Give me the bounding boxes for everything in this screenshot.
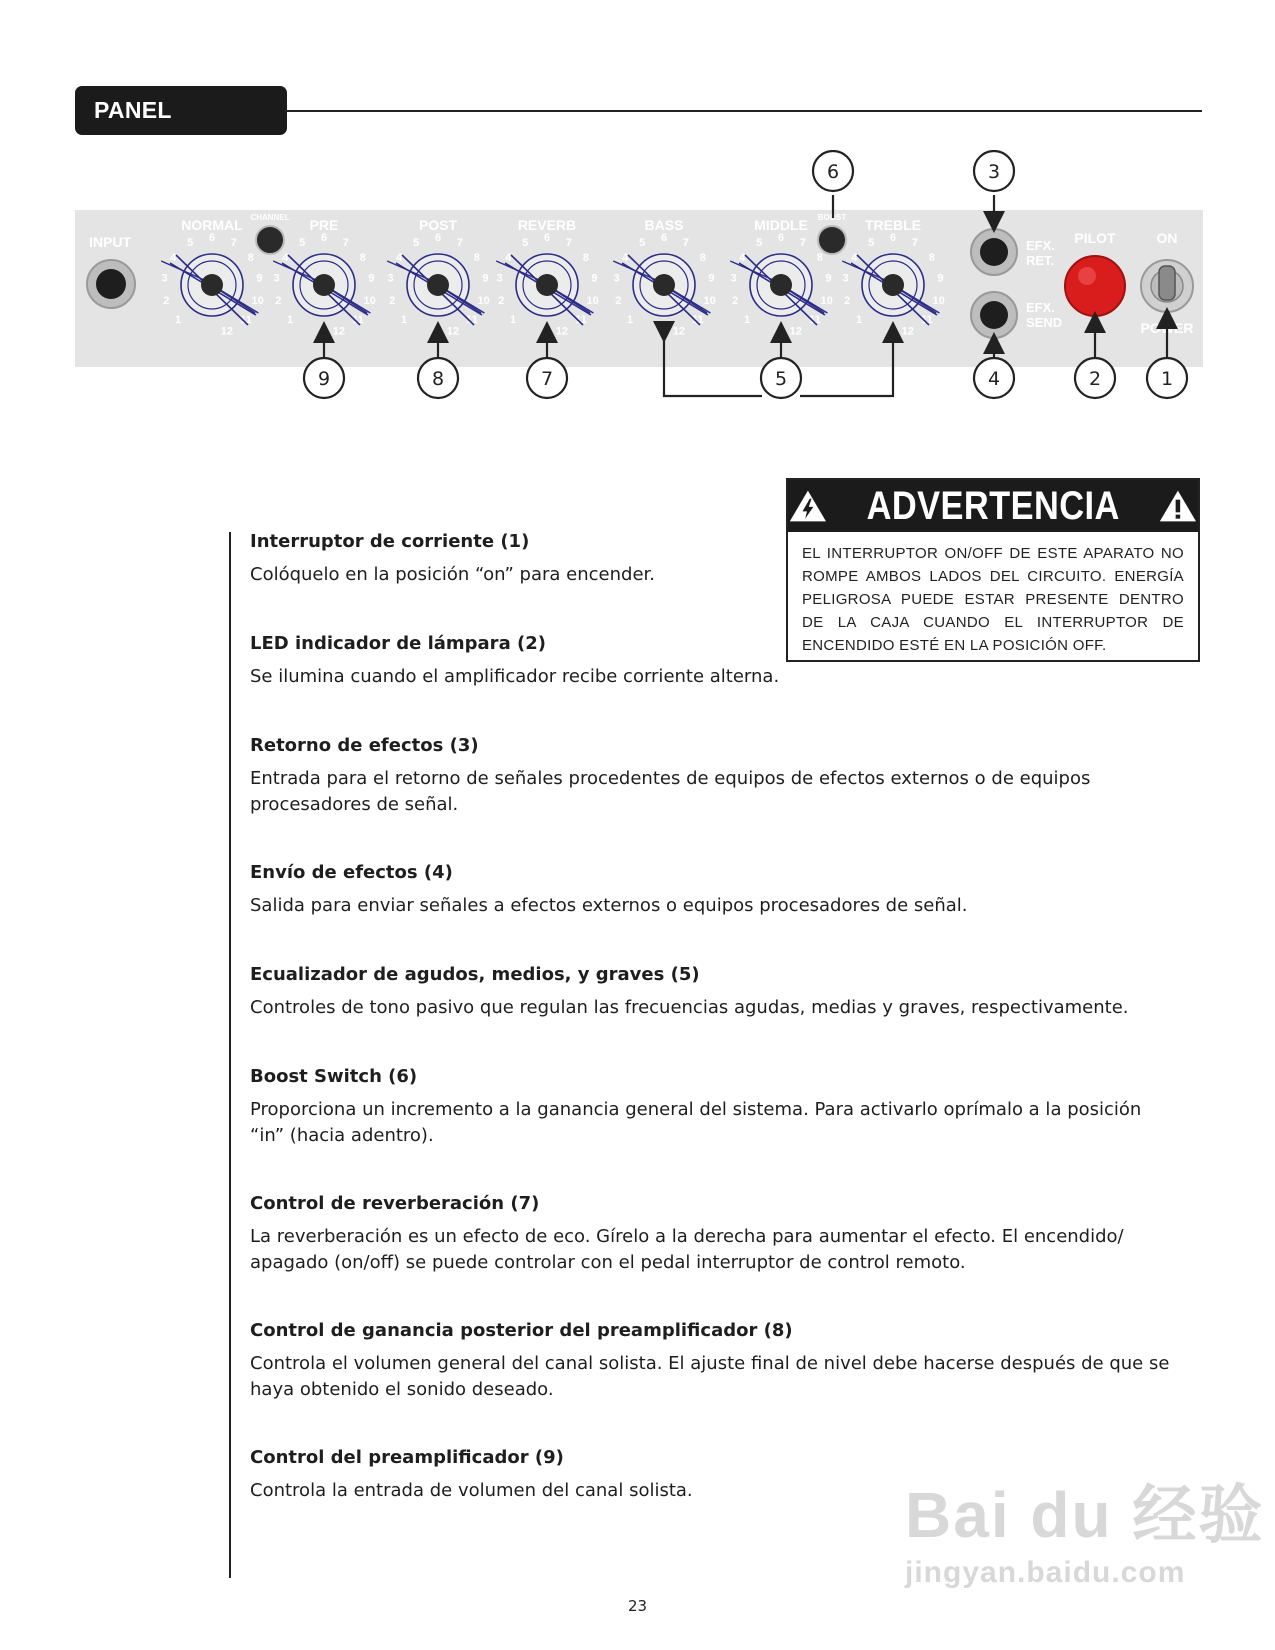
callout-marker-8: [418, 358, 458, 398]
callout-marker-4: [974, 358, 1014, 398]
entry-body: La reverberación es un efecto de eco. Gírelo a la derecha para aumentar el efecto. El encendido/ apagado (on/off) se puede controlar con el pedal interruptor de control remoto.: [250, 1226, 1124, 1273]
dial-number: 3: [842, 272, 849, 285]
dial-number: 10: [703, 294, 716, 307]
knob-label: MIDDLE: [754, 217, 808, 233]
dial-number: 12: [555, 325, 568, 338]
entry-body: Salida para enviar señales a efectos externos o equipos procesadores de señal.: [250, 895, 968, 916]
entry-title: Control de reverberación (7): [250, 1193, 540, 1214]
dial-number: 10: [363, 294, 376, 307]
dial-number: 4: [739, 251, 746, 264]
dial-number: 12: [332, 325, 345, 338]
callout-marker-3: [974, 151, 1014, 191]
dial-number: 9: [591, 272, 598, 285]
knob-label: BASS: [644, 217, 684, 233]
entry-title: LED indicador de lámpara (2): [250, 633, 546, 654]
callout-number: 3: [987, 161, 1001, 183]
warning-title: ADVERTENCIA: [866, 483, 1120, 528]
dial-number: 8: [359, 251, 366, 264]
dial-number: 7: [682, 237, 689, 250]
dial-number: 1: [626, 313, 634, 326]
entry-title: Retorno de efectos (3): [250, 735, 479, 756]
dial-number: 5: [299, 237, 306, 250]
dial-number: 11: [809, 313, 821, 326]
entry-post-gain: [250, 1318, 1170, 1403]
knob-label: TREBLE: [865, 217, 921, 233]
dial-number: 4: [396, 251, 403, 264]
input-jack[interactable]: [87, 260, 135, 308]
callout-number: 8: [431, 368, 445, 390]
page-number: 23: [627, 1597, 648, 1615]
pilot-light-glare: [1078, 267, 1096, 285]
dial-number: 1: [400, 313, 408, 326]
efx-send-label-1: EFX.: [1026, 300, 1055, 315]
entry-title: Control de ganancia posterior del preamplificador (8): [250, 1320, 793, 1341]
dial-number: 9: [368, 272, 375, 285]
dial-number: 7: [456, 237, 463, 250]
callout-number: 2: [1088, 368, 1102, 390]
dial-number: 3: [730, 272, 737, 285]
dial-number: 2: [275, 294, 282, 307]
entry-title: Envío de efectos (4): [250, 862, 453, 883]
dial-number: 12: [789, 325, 802, 338]
entry-reverb: [250, 1191, 1170, 1276]
dial-number: 3: [161, 272, 168, 285]
dial-number: 11: [692, 313, 704, 326]
efx-return-label-1: EFX.: [1026, 238, 1055, 253]
dial-number: 2: [844, 294, 851, 307]
channel-label: CHANNEL: [250, 213, 290, 222]
dial-number: 11: [921, 313, 933, 326]
entry-body: Proporciona un incremento a la ganancia general del sistema. Para activarlo oprímalo a la posición “in” (hacia adentro).: [250, 1099, 1142, 1146]
front-panel-diagram: [0, 150, 1275, 430]
dial-number: 5: [522, 237, 529, 250]
dial-number: 6: [208, 232, 216, 244]
dial-number: 6: [434, 232, 442, 244]
warning-header: [788, 480, 1198, 532]
dial-number: 9: [937, 272, 944, 285]
entry-body: Colóquelo en la posición “on” para encender.: [250, 564, 655, 585]
dial-number: 8: [473, 251, 480, 264]
entry-body: Entrada para el retorno de señales procedentes de equipos de efectos externos o de equipos procesadores de señal.: [250, 768, 1091, 815]
dial-number: 1: [174, 313, 182, 326]
electric-hazard-icon: [788, 487, 828, 525]
dial-number: 9: [708, 272, 715, 285]
dial-number: 6: [889, 232, 897, 244]
dial-number: 1: [509, 313, 517, 326]
entry-boost-switch: [250, 1064, 1170, 1149]
callout-marker-9: [304, 358, 344, 398]
dial-number: 6: [320, 232, 328, 244]
dial-number: 12: [901, 325, 914, 338]
dial-number: 6: [777, 232, 785, 244]
callout-number: 6: [826, 161, 840, 183]
exclamation-warning-icon: [1158, 487, 1198, 525]
callout-number: 9: [317, 368, 331, 390]
dial-number: 3: [613, 272, 620, 285]
dial-number: 8: [816, 251, 823, 264]
entry-title: Boost Switch (6): [250, 1066, 418, 1087]
efx-return-label-2: RET.: [1026, 253, 1055, 268]
dial-number: 10: [820, 294, 833, 307]
entry-title: Control del preamplificador (9): [250, 1447, 564, 1468]
dial-number: 3: [273, 272, 280, 285]
entry-body: Controles de tono pasivo que regulan las frecuencias agudas, medias y graves, respectivamente.: [250, 997, 1129, 1018]
dial-number: 9: [256, 272, 263, 285]
channel-switch[interactable]: [256, 226, 284, 254]
dial-number: 7: [230, 237, 237, 250]
entry-equalizer: [250, 962, 1170, 1021]
pilot-light: [1065, 256, 1125, 316]
efx-send-label-2: SEND: [1026, 315, 1063, 330]
dial-number: 9: [482, 272, 489, 285]
dial-number: 2: [389, 294, 396, 307]
dial-number: 3: [387, 272, 394, 285]
callout-marker-1: [1147, 358, 1187, 398]
dial-number: 11: [466, 313, 478, 326]
dial-number: 7: [565, 237, 572, 250]
dial-number: 10: [477, 294, 490, 307]
callout-marker-6: [813, 151, 853, 191]
dial-number: 7: [911, 237, 918, 250]
knob-label: PRE: [309, 217, 339, 233]
dial-number: 2: [615, 294, 622, 307]
dial-number: 2: [732, 294, 739, 307]
dial-number: 5: [868, 237, 875, 250]
dial-number: 10: [932, 294, 945, 307]
dial-number: 7: [342, 237, 349, 250]
dial-number: 3: [496, 272, 503, 285]
dial-number: 1: [286, 313, 294, 326]
warning-text: EL INTERRUPTOR ON/OFF DE ESTE APARATO NO ROMPE AMBOS LADOS DEL CIRCUITO. ENERGÍA PELIGROSA PUEDE ESTAR PRESENTE DENTRO DE LA CAJA CUANDO EL INTERRUPTOR DE ENCENDIDO ESTÉ EN LA POSICIÓN OFF.: [802, 545, 1184, 654]
entry-title: Interruptor de corriente (1): [250, 531, 530, 552]
entry-body: Controla la entrada de volumen del canal solista.: [250, 1480, 693, 1501]
callout-number: 5: [774, 368, 788, 390]
entry-effects-return: [250, 733, 1170, 818]
entry-power-switch: [250, 529, 1170, 588]
watermark-url: jingyan.baidu.com: [905, 1556, 1186, 1589]
efx-send-jack[interactable]: [971, 292, 1017, 338]
section-divider: [285, 110, 1202, 112]
dial-number: 2: [163, 294, 170, 307]
dial-number: 7: [799, 237, 806, 250]
dial-number: 4: [170, 251, 177, 264]
dial-number: 5: [756, 237, 763, 250]
dial-number: 1: [855, 313, 863, 326]
section-title: PANEL FRONTAL: [75, 86, 287, 135]
on-label: ON: [1156, 230, 1178, 246]
dial-number: 11: [352, 313, 364, 326]
dial-number: 5: [639, 237, 646, 250]
callout-marker-5: [761, 358, 801, 398]
dial-number: 10: [586, 294, 599, 307]
knob-label: REVERB: [517, 217, 577, 233]
callout-marker-2: [1075, 358, 1115, 398]
dial-number: 8: [928, 251, 935, 264]
knob-label: NORMAL: [181, 217, 243, 233]
dial-number: 5: [413, 237, 420, 250]
dial-number: 12: [220, 325, 233, 338]
entry-body: Se ilumina cuando el amplificador recibe corriente alterna.: [250, 666, 780, 687]
callout-number: 7: [540, 368, 554, 390]
dial-number: 8: [247, 251, 254, 264]
dial-number: 2: [498, 294, 505, 307]
dial-number: 11: [240, 313, 252, 326]
boost-label: BOOST: [817, 213, 847, 222]
boost-switch[interactable]: [818, 226, 846, 254]
dial-number: 4: [622, 251, 629, 264]
efx-return-jack[interactable]: [971, 229, 1017, 275]
input-label: INPUT: [89, 234, 131, 250]
watermark-brand: Bai du 经验: [905, 1479, 1265, 1551]
dial-number: 4: [282, 251, 289, 264]
power-toggle-switch[interactable]: [1141, 260, 1193, 312]
dial-number: 8: [699, 251, 706, 264]
power-label: POWER: [1140, 320, 1194, 336]
callout-marker-7: [527, 358, 567, 398]
entry-title: Ecualizador de agudos, medios, y graves (5): [250, 964, 700, 985]
dial-number: 1: [743, 313, 751, 326]
dial-number: 12: [446, 325, 459, 338]
content-vertical-rule: [229, 532, 231, 1578]
watermark: [905, 1480, 1264, 1590]
callout-number: 4: [987, 368, 1001, 390]
callout-number: 1: [1160, 368, 1174, 390]
dial-number: 5: [187, 237, 194, 250]
entry-body: Controla el volumen general del canal solista. El ajuste final de nivel debe hacerse después de que se haya obtenido el sonido deseado.: [250, 1353, 1170, 1400]
dial-number: 4: [851, 251, 858, 264]
pilot-label: PILOT: [1074, 230, 1116, 246]
dial-number: 6: [660, 232, 668, 244]
dial-number: 4: [505, 251, 512, 264]
entry-pilot-led: [250, 631, 1170, 690]
dial-number: 9: [825, 272, 832, 285]
knob-label: POST: [418, 217, 458, 233]
dial-number: 8: [582, 251, 589, 264]
dial-number: 6: [543, 232, 551, 244]
dial-number: 11: [575, 313, 587, 326]
dial-number: 10: [251, 294, 264, 307]
entry-effects-send: [250, 860, 1170, 919]
dial-number: 12: [672, 325, 685, 338]
